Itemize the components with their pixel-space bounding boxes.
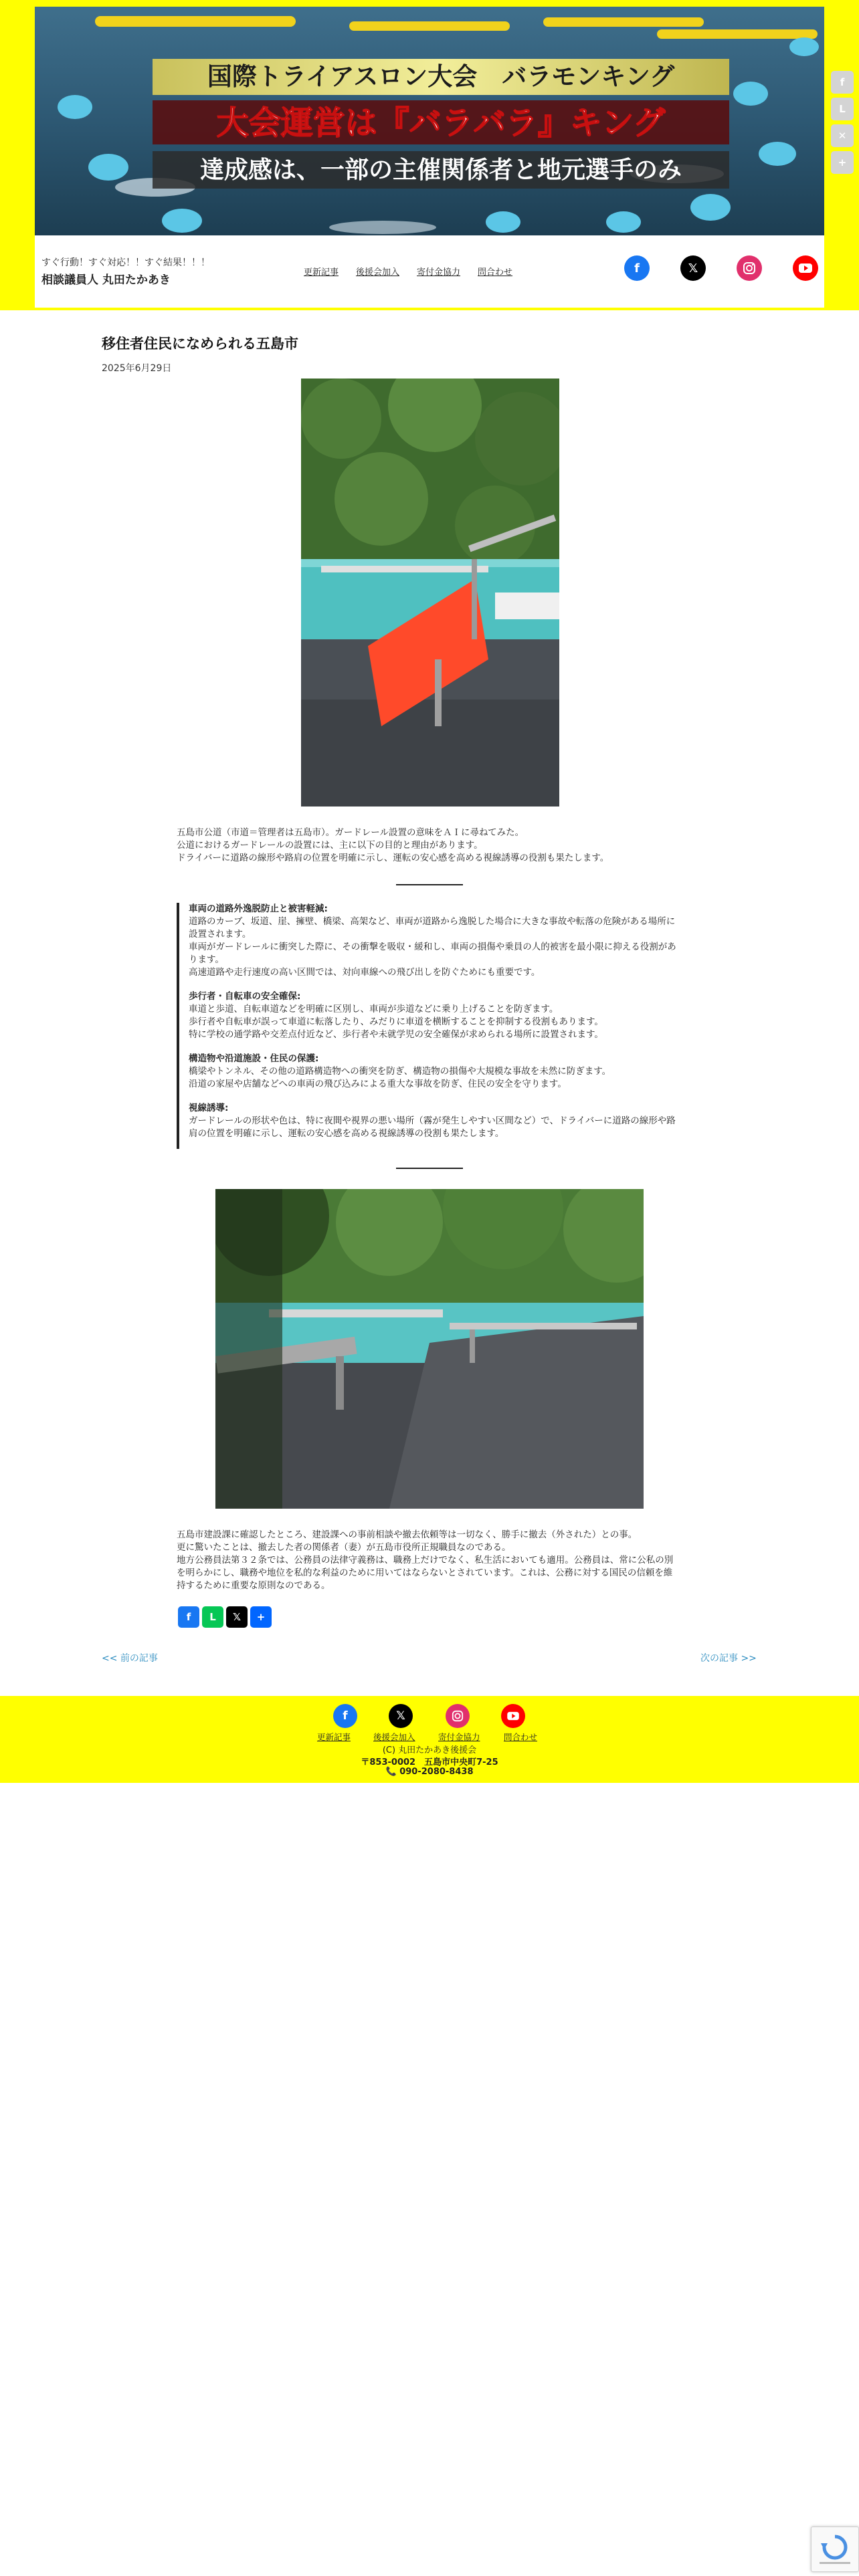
footer-link-donate[interactable]: 寄付金協力: [438, 1732, 480, 1742]
conclusion-paragraph: 地方公務員法第３２条では、公務員の法律守義務は、職務上だけでなく、私生活においても適用。公務員は、常に公私の別を明らかにし、職務や地位を私的な利益のために用いてはならないとされています。これは、公務に対する国民の信頼を維持するために重要な原則なのである。: [177, 1555, 674, 1591]
recaptcha-icon: [812, 2527, 858, 2571]
instagram-icon[interactable]: [737, 255, 762, 281]
site-tagline: すぐ行動！すぐ対応！！すぐ結果！！！: [41, 257, 210, 268]
quote-line: 道路のカーブ、坂道、崖、擁壁、橋梁、高架など、車両が道路から逸脱した場合に大きな事故や転落の危険がある場所に設置されます。: [189, 916, 676, 940]
quote-section-title: 歩行者・自転車の安全確保:: [189, 991, 301, 1002]
conclusion-text: [177, 1529, 678, 1592]
quote-line: 車両がガードレールに衝突した際に、その衝撃を吸収・緩和し、車両の損傷や乗員の人的被害を最小限に抑える役割があります。: [189, 942, 676, 965]
conclusion-paragraph: 更に驚いたことは、撤去した者の関係者（妻）が五島市役所正規職員なのである。: [177, 1542, 511, 1553]
hero-line2: 大会運営は『バラバラ』キング: [216, 104, 666, 142]
intro-paragraph: 公道におけるガードレールの設置には、主に以下の目的と理由があります。: [177, 840, 483, 851]
share-buttons: [178, 1606, 272, 1628]
quote-line: 車道と歩道、自転車道などを明確に区別し、車両が歩道などに乗り上げることを防ぎます。: [189, 1004, 559, 1014]
divider: [396, 884, 463, 885]
x-icon[interactable]: ✕: [831, 124, 854, 147]
photo-road-site: [215, 1189, 644, 1509]
site-header: [0, 0, 859, 310]
intro-text: [177, 827, 678, 865]
facebook-icon[interactable]: f: [333, 1704, 357, 1728]
photo-guardrail-removed: [301, 379, 559, 807]
post-date: 2025年6月29日: [102, 363, 172, 374]
header-bar: [35, 235, 824, 308]
hero-line1: 国際トライアスロン大会 バラモンキング: [207, 62, 675, 91]
quote-line: 橋梁やトンネル、その他の道路構造物への衝突を防ぎ、構造物の損傷や大規模な事故を未然に防ぎます。: [189, 1066, 611, 1077]
x-icon[interactable]: 𝕏: [389, 1704, 413, 1728]
divider: [396, 1168, 463, 1169]
hero-line3: 達成感は、一部の主催関係者と地元選手のみ: [199, 156, 682, 184]
quote-section-title: 車両の道路外逸脱防止と被害軽減:: [189, 903, 328, 914]
nav-link-donate[interactable]: 寄付金協力: [417, 267, 461, 278]
quote-section: [189, 1102, 681, 1140]
footer-address: 〒853-0002 五島市中央町7-25: [361, 1757, 498, 1767]
quote-line: ガードレールの形状や色は、特に夜間や視界の悪い場所（霧が発生しやすい区間など）で、ドライバーに道路の線形や路肩の位置を明確に示し、運転の安心感を高める視線誘導の役割も果たします。: [189, 1115, 676, 1139]
post-title: 移住者住民になめられる五島市: [102, 336, 298, 352]
nav-link-join[interactable]: 後援会加入: [356, 267, 400, 278]
quote-section-title: 構造物や沿道施設・住民の保護:: [189, 1053, 319, 1064]
recaptcha-badge[interactable]: [811, 2527, 859, 2572]
facebook-icon[interactable]: f: [624, 255, 650, 281]
quote-line: 高速道路や走行速度の高い区間では、対向車線への飛び出しを防ぐためにも重要です。: [189, 967, 541, 978]
x-icon[interactable]: 𝕏: [680, 255, 706, 281]
footer-phone[interactable]: 📞 090-2080-8438: [385, 1767, 474, 1777]
nav-link-updates[interactable]: 更新記事: [304, 267, 339, 278]
youtube-icon[interactable]: [793, 255, 818, 281]
intro-paragraph: 五島市公道（市道＝管理者は五島市）。ガードレール設置の意味をＡＩに尋ねてみた。: [177, 827, 524, 838]
hero-banner[interactable]: [35, 7, 824, 235]
quote-line: 沿道の家屋や店舗などへの車両の飛び込みによる重大な事故を防ぎ、住民の安全を守ります。: [189, 1079, 567, 1089]
quote-section-title: 視線誘導:: [189, 1103, 229, 1113]
prev-post-link[interactable]: << 前の記事: [102, 1653, 158, 1664]
quote-line: 特に学校の通学路や交差点付近など、歩行者や未就学児の安全確保が求められる場所に設置されます。: [189, 1029, 603, 1040]
nav-link-contact[interactable]: 問合わせ: [478, 267, 513, 278]
quote-section: [189, 990, 681, 1041]
hero-image: [35, 7, 824, 235]
footer-link-join[interactable]: 後援会加入: [373, 1732, 415, 1742]
conclusion-paragraph: 五島市建設課に確認したところ、建設課への事前相談や撤去依頼等は一切なく、勝手に撤去（外された）との事。: [177, 1529, 638, 1540]
site-footer: [0, 1696, 859, 1783]
ai-answer-quote: [177, 903, 681, 1149]
share-icon[interactable]: +: [250, 1606, 272, 1628]
footer-link-contact[interactable]: 問合わせ: [504, 1732, 538, 1742]
footer-link-updates[interactable]: 更新記事: [317, 1732, 351, 1742]
site-name[interactable]: 相談議員人 丸田たかあき: [41, 274, 171, 287]
instagram-icon[interactable]: [446, 1704, 470, 1728]
intro-paragraph: ドライバーに道路の線形や路肩の位置を明確に示し、運転の安心感を高める視線誘導の役割も果たします。: [177, 853, 609, 863]
footer-copyright: (C) 丸田たかあき後援会: [382, 1745, 477, 1755]
facebook-icon[interactable]: f: [831, 71, 854, 94]
floating-share-bar: [831, 71, 854, 174]
share-icon[interactable]: +: [831, 151, 854, 174]
x-icon[interactable]: 𝕏: [226, 1606, 248, 1628]
main-nav: [304, 265, 512, 278]
quote-section: [189, 903, 681, 979]
quote-line: 歩行者や自転車が誤って車道に転落したり、みだりに車道を横断することを抑制する役割もあります。: [189, 1016, 603, 1027]
facebook-icon[interactable]: f: [178, 1606, 199, 1628]
line-icon[interactable]: L: [831, 98, 854, 120]
quote-section: [189, 1053, 681, 1091]
next-post-link[interactable]: 次の記事 >>: [700, 1653, 757, 1664]
line-icon[interactable]: L: [202, 1606, 223, 1628]
youtube-icon[interactable]: [501, 1704, 525, 1728]
